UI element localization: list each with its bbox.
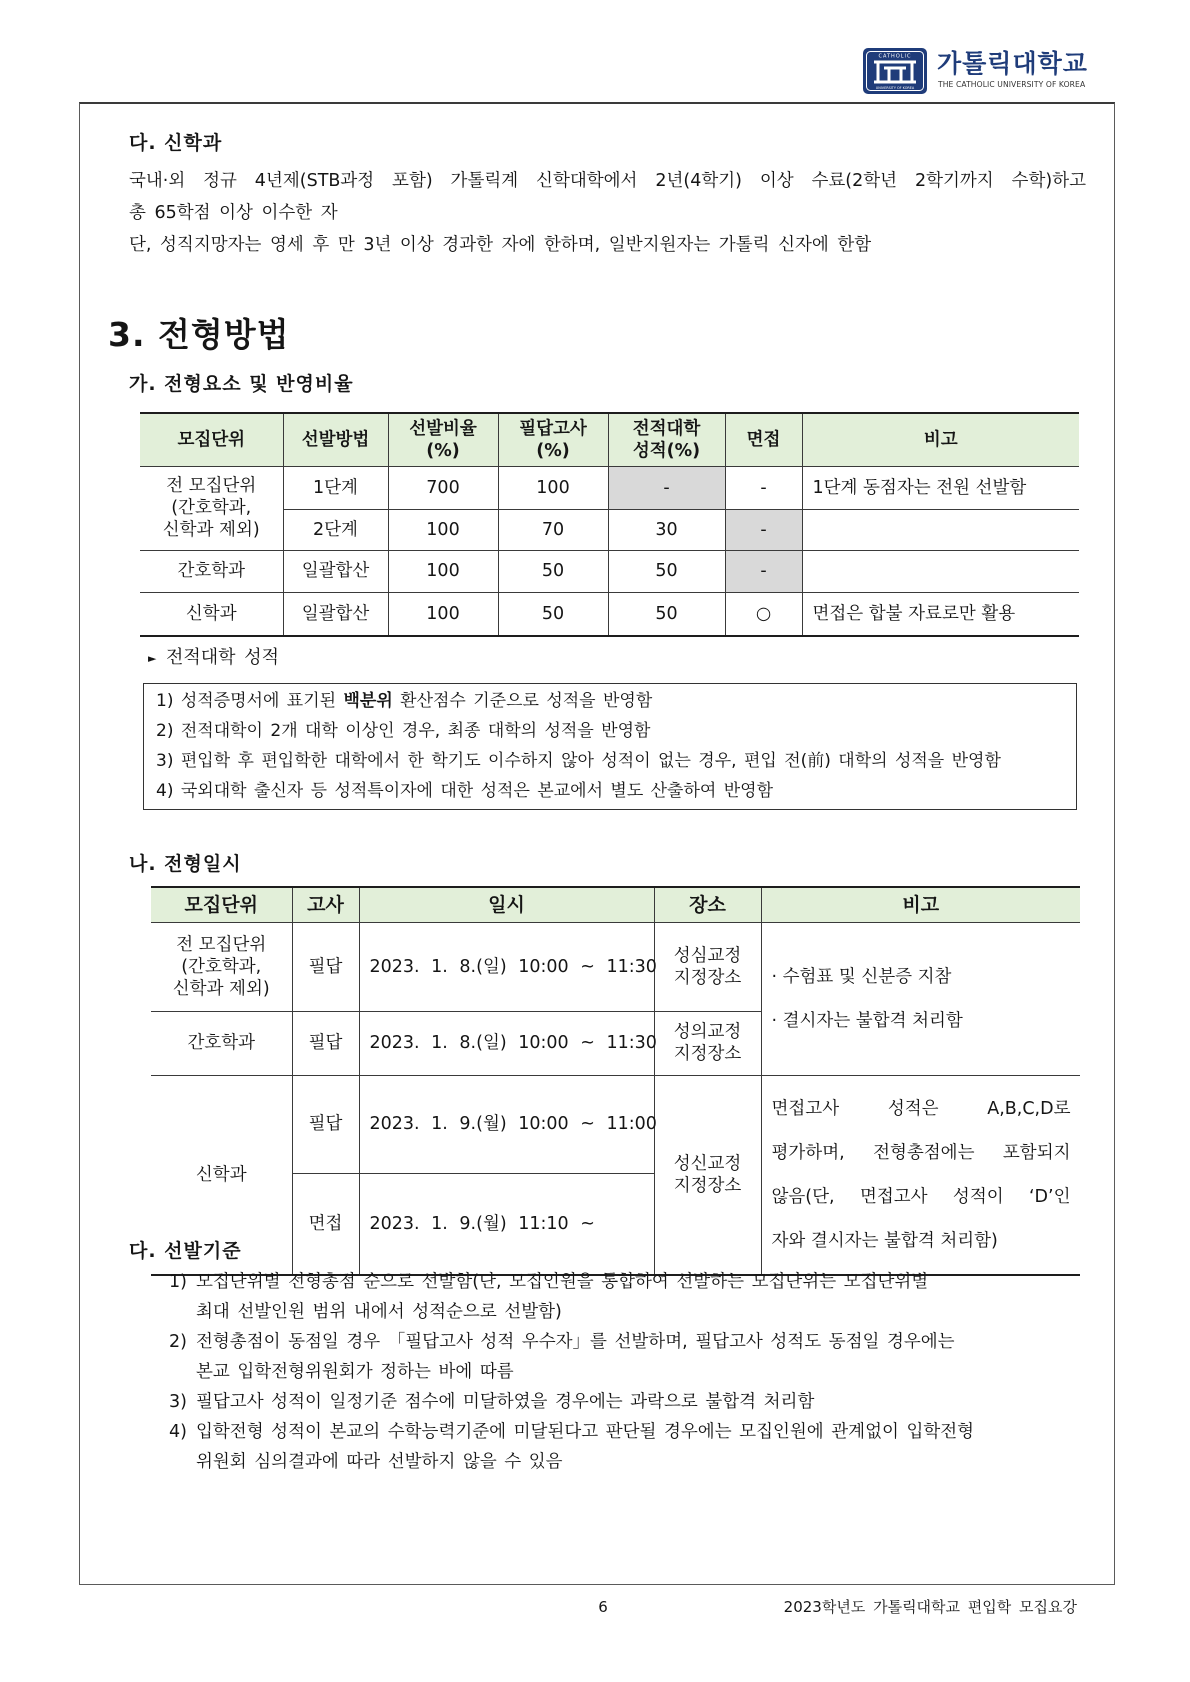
weights-table <box>140 412 1079 637</box>
column-header-written-exam: 필답고사 (%) <box>498 413 608 466</box>
table-header-row <box>151 887 1080 922</box>
column-header-prior-gpa: 전적대학 성적(%) <box>608 413 725 466</box>
schedule-heading: 나. 전형일시 <box>129 853 242 875</box>
cell-unit: 전 모집단위 (간호학과, 신학과 제외) <box>151 922 292 1011</box>
table-row <box>151 1075 1080 1173</box>
bullet-triangle-icon: ► <box>148 652 157 665</box>
table-header-row <box>140 413 1079 466</box>
cell-remarks <box>802 509 1079 550</box>
note-item-number: 1) <box>156 691 174 711</box>
logo-title: 가톨릭대학교 <box>937 49 1088 78</box>
cell-written-exam: 70 <box>498 509 608 550</box>
schedule-table <box>151 886 1080 1276</box>
document-title: 2023학년도 가톨릭대학교 편입학 모집요강 <box>783 1598 1077 1616</box>
university-logo-emblem <box>862 47 928 95</box>
cell-datetime: 2023. 1. 9.(월) 11:10 ~ <box>359 1173 654 1274</box>
criteria-item-line: 최대 선발인원 범위 내에서 성적순으로 선발함) <box>196 1302 562 1322</box>
cell-unit: 간호학과 <box>140 550 283 592</box>
remark-line: 평가하며, 전형총점에는 포함되지 <box>771 1142 1071 1163</box>
column-header-selection-ratio: 선발비율 (%) <box>388 413 498 466</box>
cell-datetime: 2023. 1. 8.(일) 10:00 ~ 11:30 <box>359 922 654 1011</box>
cell-selection-ratio: 100 <box>388 550 498 592</box>
theology-eligibility-line: 단, 성직지망자는 영세 후 만 3년 이상 경과한 자에 한하며, 일반지원자는 가톨릭 신자에 한함 <box>129 235 872 255</box>
note-item-text: 성적증명서에 표기된 <box>180 691 344 711</box>
section-heading: 3. 전형방법 <box>108 315 290 354</box>
remark-line: · 수험표 및 신분증 지참 <box>771 966 952 987</box>
cell-written-exam: 100 <box>498 466 608 509</box>
cell-method: 일괄합산 <box>283 592 388 636</box>
cell-selection-ratio: 100 <box>388 509 498 550</box>
note-item <box>156 746 1076 776</box>
note-item-text: 편입학 후 편입학한 대학에서 한 학기도 이수하지 않아 성적이 없는 경우, 편입 전(前) 대학의 성적을 반영함 <box>180 751 1001 771</box>
cell-exam: 필답 <box>292 1011 359 1075</box>
criteria-heading: 다. 선발기준 <box>129 1240 242 1262</box>
remark-line: 자와 결시자는 불합격 처리함) <box>771 1230 998 1251</box>
cell-exam: 면접 <box>292 1173 359 1274</box>
column-header-remarks: 비고 <box>761 887 1080 922</box>
theology-eligibility-line: 국내·외 정규 4년제(STB과정 포함) 가톨릭계 신학대학에서 2년(4학기) 이상 수료(2학년 2학기까지 수학)하고 <box>129 171 1086 191</box>
logo-seal-top-text: CATHOLIC <box>878 53 912 60</box>
cell-interview: - <box>725 509 802 550</box>
cell-datetime: 2023. 1. 8.(일) 10:00 ~ 11:30 <box>359 1011 654 1075</box>
table-row <box>140 592 1079 636</box>
criteria-item-line: 위원회 심의결과에 따라 선발하지 않을 수 있음 <box>196 1452 563 1472</box>
cell-prior-gpa: - <box>608 466 725 509</box>
theology-eligibility-heading: 다. 신학과 <box>129 132 223 154</box>
column-header-method: 선발방법 <box>283 413 388 466</box>
criteria-item-line: 입학전형 성적이 본교의 수학능력기준에 미달된다고 판단될 경우에는 모집인원에 관계없이 입학전형 <box>196 1422 975 1442</box>
criteria-item-number: 2) <box>169 1332 187 1352</box>
cell-location: 성심교정 지정장소 <box>654 922 761 1011</box>
cell-interview: ○ <box>725 592 802 636</box>
criteria-item-number: 1) <box>169 1272 187 1292</box>
cell-unit: 간호학과 <box>151 1011 292 1075</box>
theology-eligibility-line: 총 65학점 이상 이수한 자 <box>129 203 338 223</box>
cell-prior-gpa: 50 <box>608 592 725 636</box>
column-header-remarks: 비고 <box>802 413 1079 466</box>
cell-written-exam: 50 <box>498 592 608 636</box>
table-row <box>140 550 1079 592</box>
cell-method: 일괄합산 <box>283 550 388 592</box>
logo-subtitle: THE CATHOLIC UNIVERSITY OF KOREA <box>938 80 1086 89</box>
note-item-text: 전적대학이 2개 대학 이상인 경우, 최종 대학의 성적을 반영함 <box>180 721 651 741</box>
cell-unit: 신학과 <box>140 592 283 636</box>
note-item <box>156 776 1076 806</box>
criteria-item-line: 모집단위별 전형총점 순으로 선발함(단, 모집인원을 통합하여 선발하는 모집단위는 모집단위별 <box>196 1272 929 1292</box>
table-row <box>140 466 1079 509</box>
cell-method: 2단계 <box>283 509 388 550</box>
table-row <box>151 922 1080 1011</box>
cell-interview: - <box>725 550 802 592</box>
column-header-location: 장소 <box>654 887 761 922</box>
page-number: 6 <box>598 1598 608 1616</box>
cell-datetime: 2023. 1. 9.(월) 10:00 ~ 11:00 <box>359 1075 654 1173</box>
cell-method: 1단계 <box>283 466 388 509</box>
prior-gpa-note-box <box>143 683 1077 810</box>
remark-line: · 결시자는 불합격 처리함 <box>771 1010 963 1031</box>
cell-prior-gpa: 30 <box>608 509 725 550</box>
remark-line: 않음(단, 면접고사 성적이 ‘D’인 <box>771 1186 1071 1207</box>
note-item-text: 환산점수 기준으로 성적을 반영함 <box>392 691 653 711</box>
criteria-item-line: 전형총점이 동점일 경우 「필답고사 성적 우수자」를 선발하며, 필답고사 성적도 동점일 경우에는 <box>196 1332 955 1352</box>
column-header-interview: 면접 <box>725 413 802 466</box>
note-item-emphasis: 백분위 <box>343 691 393 711</box>
criteria-item-line: 본교 입학전형위원회가 정하는 바에 따름 <box>196 1362 514 1382</box>
note-item-number: 2) <box>156 721 174 741</box>
cell-exam: 필답 <box>292 1075 359 1173</box>
cell-selection-ratio: 100 <box>388 592 498 636</box>
prior-gpa-note-heading: 전적대학 성적 <box>166 647 280 668</box>
note-item <box>156 716 1076 746</box>
cell-remarks <box>761 1075 1080 1275</box>
column-header-datetime: 일시 <box>359 887 654 922</box>
cell-exam: 필답 <box>292 922 359 1011</box>
cell-unit: 신학과 <box>151 1075 292 1275</box>
cell-written-exam: 50 <box>498 550 608 592</box>
note-item-number: 4) <box>156 781 174 801</box>
cell-interview: - <box>725 466 802 509</box>
note-item-number: 3) <box>156 751 174 771</box>
cell-remarks: 1단계 동점자는 전원 선발함 <box>802 466 1079 509</box>
cell-location: 성신교정 지정장소 <box>654 1075 761 1275</box>
note-item-text: 국외대학 출신자 등 성적특이자에 대한 성적은 본교에서 별도 산출하여 반영함 <box>180 781 773 801</box>
criteria-item-number: 3) <box>169 1392 187 1412</box>
criteria-item-line: 필답고사 성적이 일정기준 점수에 미달하였을 경우에는 과락으로 불합격 처리함 <box>196 1392 815 1412</box>
column-header-unit: 모집단위 <box>140 413 283 466</box>
cell-location: 성의교정 지정장소 <box>654 1011 761 1075</box>
note-item <box>156 686 1076 716</box>
cell-selection-ratio: 700 <box>388 466 498 509</box>
cell-remarks <box>802 550 1079 592</box>
criteria-item-number: 4) <box>169 1422 187 1442</box>
cell-prior-gpa: 50 <box>608 550 725 592</box>
cell-remarks <box>761 922 1080 1075</box>
weights-heading: 가. 전형요소 및 반영비율 <box>129 373 354 395</box>
remark-line: 면접고사 성적은 A,B,C,D로 <box>771 1098 1071 1119</box>
column-header-unit: 모집단위 <box>151 887 292 922</box>
cell-unit: 전 모집단위 (간호학과, 신학과 제외) <box>140 466 283 550</box>
logo-seal-bottom-text: UNIVERSITY OF KOREA <box>875 86 915 90</box>
column-header-exam: 고사 <box>292 887 359 922</box>
cell-remarks: 면접은 합불 자료로만 활용 <box>802 592 1079 636</box>
